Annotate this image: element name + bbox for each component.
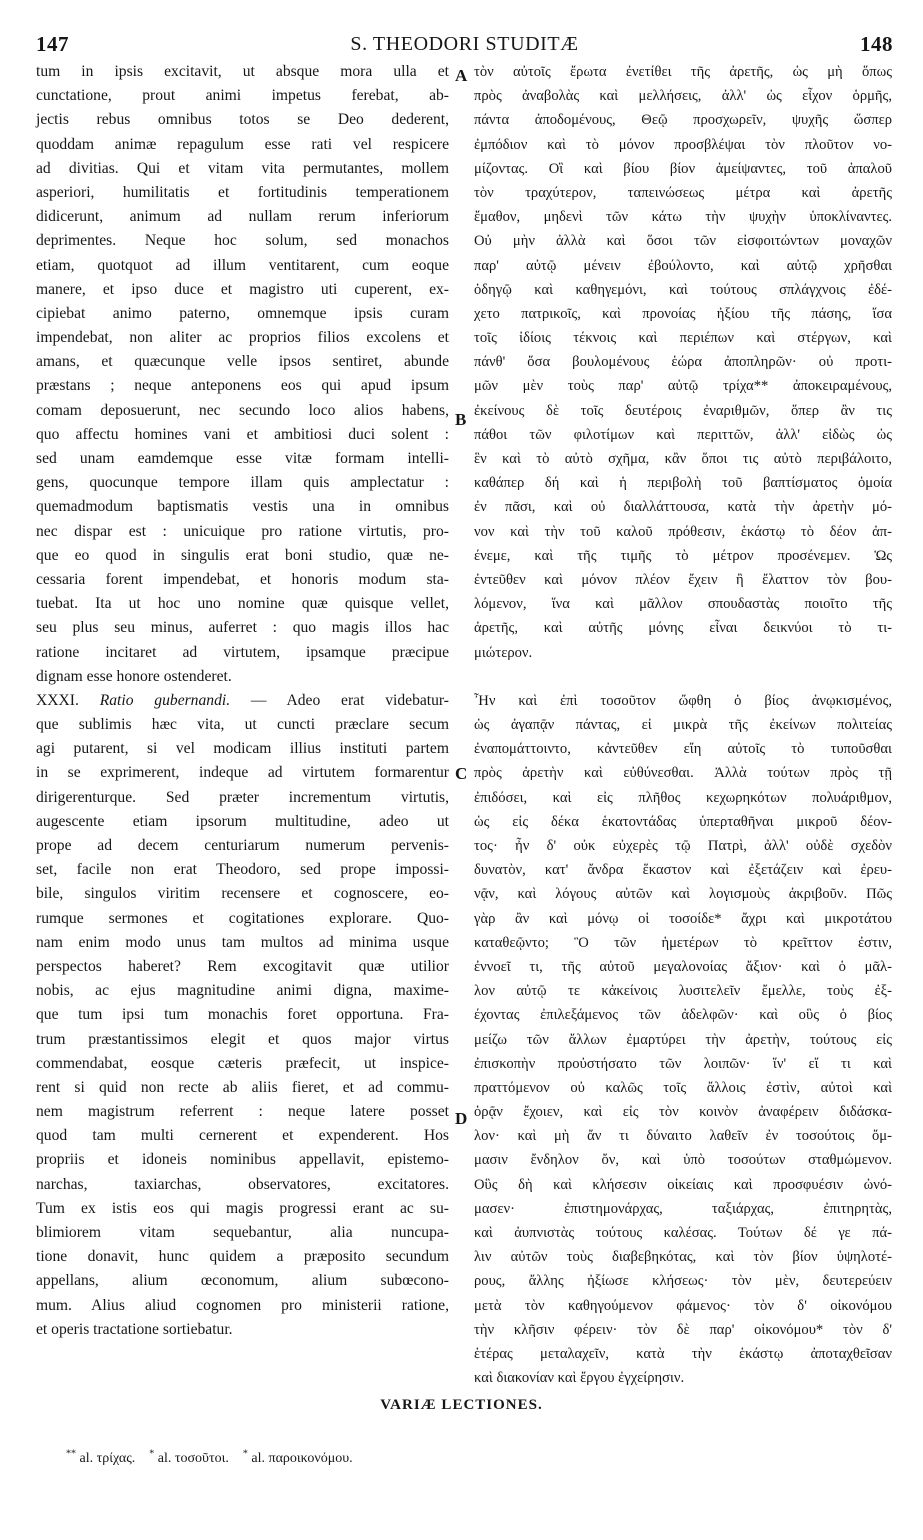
text-line: propriis et idoneis nominibus appellavit, epistemo-: [36, 1151, 449, 1169]
text-line: quoddam animæ repagulum esse rati vel respicere: [36, 135, 449, 153]
footnote: [66, 1448, 136, 1466]
text-line: ἐπιδόσει, καὶ εἰς πλῆθος κεχωρηκότων πολυάριθμον,: [474, 789, 892, 806]
column-marker-a: A: [455, 66, 468, 85]
text-line: agi putarent, si vel modicam illius instituti partem: [36, 740, 449, 758]
text-line: que tum ipsi tum monachis foret opportuna. Fra-: [36, 1006, 449, 1024]
text-line: didicerunt, animum ad nullam rerum inferiorum: [36, 208, 449, 226]
text-line: trum præstantissimos elegit et quos major virtus: [36, 1030, 449, 1048]
text-line: que eo quod in singulis erat boni studio, quæ ne-: [36, 546, 449, 564]
text-line: πάντα ἀποδομένους, Θεῷ προσχωρεῖν, ψυχῆς ὥσπερ: [474, 112, 892, 129]
text-line: παρ' αὐτῷ μένειν ἐβούλοντο, καὶ αὐτῷ χρῆσθαι: [474, 257, 892, 274]
latin-column: [36, 60, 449, 1342]
text-line: seu plus seu minus, auferret : quo magis illos hac: [36, 619, 449, 637]
footnote: [149, 1448, 229, 1466]
text-line: quo affectu homines vani et ambitiosi duci solent :: [36, 425, 449, 443]
text-line: χετο πατρικοῖς, καὶ προνοίας ἠξίου τῆς πάσης, ἴσα: [474, 305, 892, 322]
text-line: quemadmodum baptismatis vestis una in omnibus: [36, 498, 449, 516]
greek-column: [474, 60, 892, 1390]
text-line: πρὸς ἀρετὴν καὶ εὐθύνεσθαι. Ἀλλὰ τούτων πρὸς τῇ: [474, 765, 892, 782]
text-line: deprimentes. Neque hoc solum, sed monachos: [36, 232, 449, 250]
text-line: appellans, alium œconomum, alium subœcono-: [36, 1272, 449, 1290]
footnote-mark: *: [149, 1448, 155, 1459]
text-line: cipiebat animo paterno, omnemque ipsis curam: [36, 304, 449, 322]
text-line: καταθεῷντο; Ὃ τῶν ἡμετέρων τὸ κρεῖττον ἐστιν,: [474, 934, 892, 951]
text-line: ratione incitaret ad virtutem, ipsamque præcipue: [36, 643, 449, 661]
text-line: ἐπισκοπὴν προὐστήσατο τῶν λοιπῶν· ἵν' εἴ τι καὶ: [474, 1055, 892, 1072]
text-line: μιώτερον.: [474, 644, 533, 661]
left-page-number: 147: [36, 32, 69, 56]
text-line: μετὰ τὸν καθηγούμενον φάμενος· τὸν δ' οἰκονόμου: [474, 1297, 892, 1314]
text-line: Tum ex istis eos qui magis progressi erant ac su-: [36, 1199, 449, 1217]
text-line: quod tam multi cernerent et expenderent. Hos: [36, 1127, 449, 1145]
column-marker-b: B: [455, 410, 467, 429]
text-line: tione donavit, hunc quidem a præposito secundum: [36, 1248, 449, 1266]
paragraph-gap: [474, 665, 892, 689]
text-line: gens, quocunque tempore illam quis amplectatur :: [36, 474, 449, 492]
text-line: πραττόμενον οὐ καλῶς τοῖς ἄλλοις ἐστὶν, αὐτοὶ καὶ: [474, 1079, 892, 1096]
text-line: ἐναπομάττοιντο, κἀντεῦθεν εἴη αὐτοῖς τὸ τυποῦσθαι: [474, 741, 892, 758]
text-line: nec dispar est : unicuique pro ratione virtutis, pro-: [36, 522, 449, 540]
text-line: tuebat. Ita ut hoc uno nomine quæ quisque vellet,: [36, 595, 449, 613]
text-line: nobis, ac ejus magnitudine animi digna, maxime-: [36, 982, 449, 1000]
text-line: πρὸς ἀναβολὰς καὶ μελλήσεις, ἀλλ' ὡς εἶχον ὁρμῆς,: [474, 88, 892, 105]
text-line: nam enim modo unus tam multos ad minima usque: [36, 933, 449, 951]
text-line: ἐννοεῖ τι, τῆς αὐτοῦ μεγαλονοίας ἄξιον· καὶ ὁ μᾶλ-: [474, 958, 892, 975]
section-heading-line: [36, 689, 449, 713]
text-line: δυνατὸν, κατ' ἄνδρα ἕκαστον καὶ ἐξετάζειν καὶ ἐρευ-: [474, 862, 892, 879]
text-line: τοῖς ἰδίοις τέκνοις καὶ περιέπων καὶ στέργων, καὶ: [474, 330, 892, 347]
text-line: blimiorem vitam sequebantur, alia nuncupa-: [36, 1224, 449, 1241]
text-line: καὶ ἀυπνιστὰς τούτους καλέσας. Τούτων δέ γε πά-: [474, 1225, 892, 1241]
column-marker-c: C: [455, 764, 468, 783]
text-line: asperiori, humilitatis et fortitudinis temperationem: [36, 183, 449, 201]
text-line: ἑτέρας μεταλαχεῖν, κατὰ τὴν ἑκάστῳ ἀποταχθεῖσαν: [474, 1345, 892, 1362]
text-line: έχοντας ἐπιλεξάμενος τῶν ἀδελφῶν· καὶ οὓς ὁ βίος: [474, 1007, 892, 1024]
text-line: bile, singulos viritim recensere et cognoscere, eo-: [36, 885, 449, 903]
text-line: τὸν τραχύτερον, ταπεινώσεως μέτρα καὶ ἀρετῆς: [474, 184, 892, 201]
text-line: narchas, taxiarchas, observatores, excitatores.: [36, 1175, 449, 1193]
text-line: cunctatione, prout animi impetus ferebat, ab-: [36, 87, 449, 105]
text-line: μῶν μὲν τοὺς παρ' αὐτῷ τρίχα** ἀποκειραμένους,: [474, 378, 892, 395]
text-line: τὸν αὐτοῖς ἔρωτα ἐνετίθει τῆς ἀρετῆς, ὡς μὴ ὅπως: [474, 64, 892, 80]
text-line: dignam esse honore ostenderet.: [36, 667, 232, 685]
page-header: [36, 32, 893, 60]
text-line: μασιν ἔνδηλον ὄν, καὶ ὑπὸ τοσούτων σταθμώμενον.: [474, 1152, 892, 1169]
text-line: Οὓς δὴ καὶ κλήσεσιν οἰκείαις καὶ προσφυέσιν ὠνό-: [474, 1176, 892, 1193]
text-line: mum. Alius aliud cognomen pro ministerii ratione,: [36, 1296, 449, 1314]
text-line: ἐντεῦθεν καὶ μόνον πλέον ἔχειν ἢ ἔλαττον τὸν βου-: [474, 571, 892, 588]
text-line: ἔμαθον, μηδενὶ τῶν κάτω τὴν ψυχὴν ὑποκλίναντες.: [474, 209, 892, 226]
text-line: nem magistrum referrent : neque latere posset: [36, 1103, 449, 1121]
text-line: πάνθ' ὅσα βουλομένους ἑώρα ἀποπληρῶν· οὐ προτι-: [474, 354, 892, 371]
text-line: et operis tractatione sortiebatur.: [36, 1320, 233, 1338]
variae-lectiones-heading: VARIÆ LECTIONES.: [380, 1397, 543, 1413]
text-line: τος· ἦν δ' οὐκ εὐχερὲς τῷ Πατρὶ, ἀλλ' οὐδὲ σχεδὸν: [474, 838, 892, 854]
footnote-text: al. τοσοῦτοι.: [157, 1450, 229, 1466]
text-line: ἐμπόδιον καὶ τὸ μόνον προσβλέψαι τὸν πλοῦτον νο-: [474, 136, 892, 153]
text-line: Ἦν καὶ ἐπὶ τοσοῦτον ὤφθη ὁ βίος ἀνῳκισμένος,: [474, 692, 892, 709]
text-line: dirigerenturque. Sed præter incrementum virtutis,: [36, 788, 449, 806]
text-line: πάθοι τῶν φιλοτίμων καὶ περιττῶν, ἀλλ' εἰδὼς ὡς: [474, 426, 892, 443]
text-line: jectis rebus omnibus totos se Deo dederent,: [36, 111, 449, 129]
text-line: ὁδηγῷ καὶ καθηγεμόνι, καὶ τούτους σπλάγχνοις ἐδέ-: [474, 281, 892, 298]
footnote-text: al. παροικονόμου.: [251, 1450, 353, 1466]
footnote-mark: **: [66, 1448, 76, 1459]
text-line: μασεν· ἐπιστημονάρχας, ταξιάρχας, ἐπιτηρητὰς,: [474, 1200, 892, 1217]
text-line: præstans ; neque anteponens eos qui apud ipsum: [36, 377, 449, 395]
text-line: impendebat, non aliter ac proprios filios excolens et: [36, 329, 449, 347]
text-line: sed unam eamdemque esse vitæ formam intelli-: [36, 450, 449, 467]
text-line: τὴν κλῆσιν φέρειν· τὸν δὲ παρ' οἰκονόμου* τὸν δ': [474, 1321, 892, 1338]
text-line: λον αὐτῷ τε κἀκείνοις λυσιτελεῖν ἔμελλε, τοὺς ἐξ-: [474, 983, 892, 1000]
footnote: [242, 1448, 353, 1466]
text-line: etiam, quotquot ad illum ventitarent, cum eoque: [36, 256, 449, 274]
running-title: S. THEODORI STUDITÆ: [350, 33, 579, 55]
footnote-text: al. τρίχας.: [79, 1450, 136, 1466]
footnote-mark: *: [242, 1448, 248, 1459]
text-line: ἀρετῆς, καὶ αὐτῆς μόνης εἶναι δεικνύοι τὸ τι-: [474, 620, 892, 637]
text-line: ἐν πᾶσι, καὶ οὐ διαλλάττουσα, κατὰ τὴν ἀρετὴν μό-: [474, 499, 892, 516]
text-line: ένεμε, καὶ τῆς τιμῆς τὸ μέτρον προσένεμεν. Ὡς: [474, 547, 892, 564]
right-page-number: 148: [860, 32, 893, 56]
text-line: μίζοντας. Οἳ καὶ βίου βίον ἀμείψαντες, τοῦ ἁπαλοῦ: [474, 160, 892, 177]
text-line: tum in ipsis excitavit, ut absque mora ulla et: [36, 63, 449, 80]
text-line: prope ad decem centuriarum numerum pervenis-: [36, 837, 449, 854]
text-line: καθάπερ δή καὶ ἡ περιβολὴ τοῦ βαπτίσματος ὁμοία: [474, 475, 892, 492]
text-line: λιν αὐτῶν τοὺς διαβεβηκότας, καὶ τὸν βίον ὑψηλοτέ-: [474, 1249, 892, 1266]
text-line: ὡς ἀγαπᾷν πάντας, εἰ μικρὰ τῆς ἐκείνων πολιτείας: [474, 717, 892, 734]
text-line: set, facile non erat Theodoro, sed prope impossi-: [36, 861, 449, 879]
text-line: λόμενον, ἵνα καὶ μᾶλλον σπουδαστὰς ποιοῖτο τῆς: [474, 596, 892, 613]
text-line: manere, et ipso duce et magistro uti cuperent, ex-: [36, 280, 449, 298]
section-title: Ratio gubernandi.: [99, 691, 231, 709]
text-line: νᾷν, καὶ λόγους αὐτῶν καὶ λογισμοὺς ἀκριβοῦν. Πῶς: [474, 886, 892, 903]
text-line: ad divitias. Qui et vitam vita permutantes, mollem: [36, 159, 449, 177]
column-marker-d: D: [455, 1109, 468, 1128]
text-line: amans, et quæcunque velle ipsos sentiret, abunde: [36, 353, 449, 371]
text-line: γὰρ ἂν καὶ μόνῳ οἱ τοσοίδε* ἄχρι καὶ μικροτάτου: [474, 910, 892, 927]
text-line: rumque sermones et cogitationes explorare. Quo-: [36, 909, 449, 927]
text-line: comam deposuerunt, nec secundo loco alios habens,: [36, 401, 449, 419]
text-line: commendabat, eosque cæteris præfecit, ut inspice-: [36, 1054, 449, 1072]
section-first-line: — Adeo erat videbatur-: [250, 691, 449, 709]
text-line: cessaria forent impendebat, et honoris modum sta-: [36, 570, 449, 588]
text-line: perspectos haberet? Rem excogitavit quæ utilior: [36, 957, 449, 975]
text-line: καὶ διακονίαν καὶ ἔργου ἐγχείρησιν.: [474, 1370, 685, 1387]
text-line: augescente etiam ipsorum multitudine, adeo ut: [36, 812, 449, 830]
text-line: Οὐ μὴν ἀλλὰ καὶ ὅσοι τῶν εἰσφοιτώντων μοναχῶν: [474, 233, 892, 250]
text-line: rent si quid non recte ab aliis fieret, et ad commu-: [36, 1078, 449, 1096]
text-line: νον καὶ τὴν τοῦ καλοῦ πρόθεσιν, ἑκάστῳ τὸ δέον ἀπ-: [474, 523, 892, 540]
text-line: ὁρᾷν ἔχοιεν, καὶ εἰς τὸν κοινὸν ἀναφέρειν διδάσκα-: [474, 1104, 892, 1121]
footnotes: [66, 1448, 367, 1467]
text-line: ὡς εἰς δέκα ἑκατοντάδας ὑπερταθῆναι μικροῦ δέον-: [474, 813, 892, 830]
section-number: XXXI.: [36, 691, 79, 709]
text-line: ἓν καὶ τὸ αὐτὸ σχῆμα, κἂν ὅποι τις αὐτὸ περιβάλοιτο,: [474, 451, 892, 467]
text-line: in se exprimerent, indeque ad virtutem formarentur: [36, 764, 449, 782]
text-line: que sublimis hæc vita, ut cuncti præclare secum: [36, 716, 449, 734]
text-line: ρους, ἄλλης ἠξίωσε κλήσεως· τὸν μὲν, δευτερεύειν: [474, 1273, 892, 1290]
text-line: ἐκείνους δὲ τοῖς δευτέροις ἐναριθμῶν, ὅπερ ἂν τις: [474, 402, 892, 419]
text-line: λον· καὶ μὴ ἄν τι δύναιτο λαθεῖν ἐν τοσούτοις ὄμ-: [474, 1128, 892, 1145]
text-line: μείζω τῶν ἄλλων ἐμαρτύρει τὴν ἀρετὴν, τούτους εἰς: [474, 1031, 892, 1048]
